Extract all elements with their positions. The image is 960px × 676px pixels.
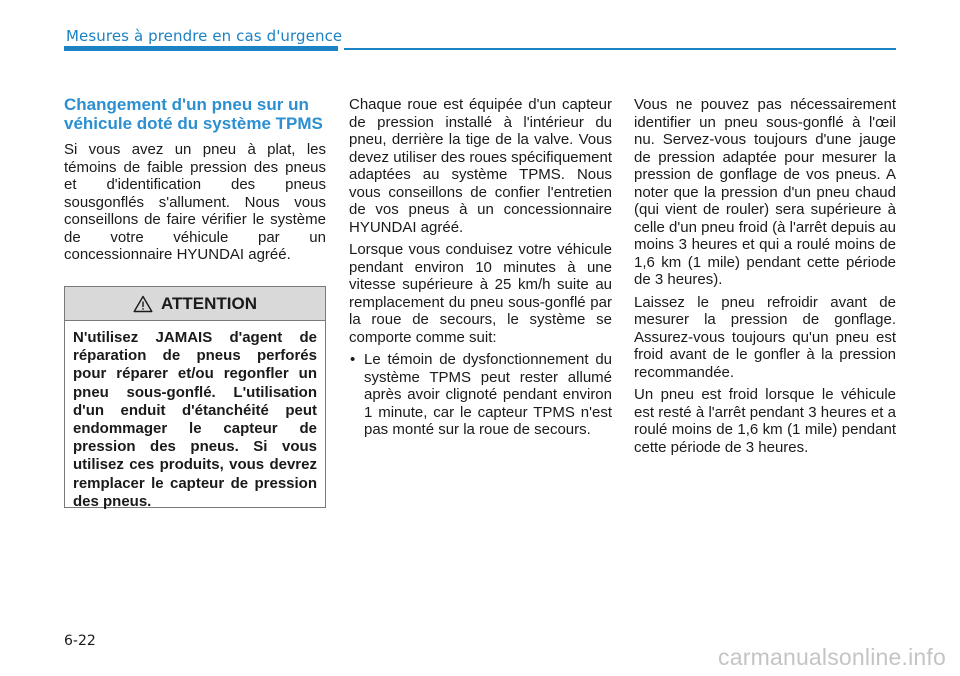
bullet-text: Le témoin de dysfonctionnement du système TPMS peut rester allumé après avoir clignoté pendant environ 1 minute, car le capteur TPMS n'est pas monté sur la roue de secours. [364, 351, 612, 438]
attention-box [64, 286, 326, 508]
header-accent-bar [64, 46, 338, 51]
attention-title: ATTENTION [160, 293, 257, 313]
paragraph: Un pneu est froid lorsque le véhicule est resté à l'arrêt pendant 3 heures et a roulé moins de 1,6 km (1 mile) pendant cette période de 3 heures. [634, 386, 896, 456]
page-number: 6-22 [64, 633, 96, 649]
column-left [64, 96, 326, 269]
header-rule [344, 48, 896, 50]
column-right [634, 96, 896, 461]
section-header-title: Mesures à prendre en cas d'urgence [66, 27, 343, 45]
warning-triangle-icon [133, 295, 153, 313]
section-heading: Changement d'un pneu sur un véhicule doté du système TPMS [64, 95, 323, 133]
watermark: carmanualsonline.info [718, 644, 946, 670]
paragraph: Vous ne pouvez pas nécessairement identifier un pneu sous-gonflé à l'œil nu. Servez-vous toujours d'une jauge de pression adaptée pour mesurer la pression de gonflage de vos pneus. A noter que la pression d'un pneu chaud (qui vient de rouler) sera supérieure à celle d'un pneu froid (à l'arrêt depuis au moins 3 heures et qui a roulé moins de 1,6 km (1 mile) pendant cette période de 3 heures). [634, 96, 896, 288]
paragraph: Lorsque vous conduisez votre véhicule pendant environ 10 minutes à une vitesse supérieure à 25 km/h suite au remplacement du pneu sous-gonflé par la roue de secours, le système se comporte comme suit: [349, 241, 612, 346]
paragraph: Laissez le pneu refroidir avant de mesurer la pression de gonflage. Assurez-vous toujours qu'un pneu est froid avant de le gonfler à la pression recommandée. [634, 293, 896, 381]
column-middle [349, 96, 612, 444]
bullet-dot: • [350, 351, 356, 368]
attention-header [65, 287, 325, 321]
attention-text: N'utilisez JAMAIS d'agent de réparation de pneus perforés pour réparer et/ou regonfler un pneu sous-gonflé. L'utilisation d'un enduit d'étanchéité peut endommager le capteur de pression des pneus. Si vous utilisez ces produits, vous devrez remplacer le capteur de pression des pneus. [73, 329, 317, 510]
bullet-item [349, 351, 612, 439]
intro-paragraph: Si vous avez un pneu à plat, les témoins de faible pression des pneus et d'identification des pneus sousgonflés s'allument. Nous vous conseillons de faire vérifier le système de votre véhicule par un concessionnaire HYUNDAI agréé. [64, 141, 326, 263]
paragraph: Chaque roue est équipée d'un capteur de pression installé à l'intérieur du pneu, derrière la tige de la valve. Vous devez utiliser des roues spécifiquement adaptées au système TPMS. Nous vous conseillons de confier l'entretien de vos pneus à un concessionnaire HYUNDAI agréé. [349, 96, 612, 236]
